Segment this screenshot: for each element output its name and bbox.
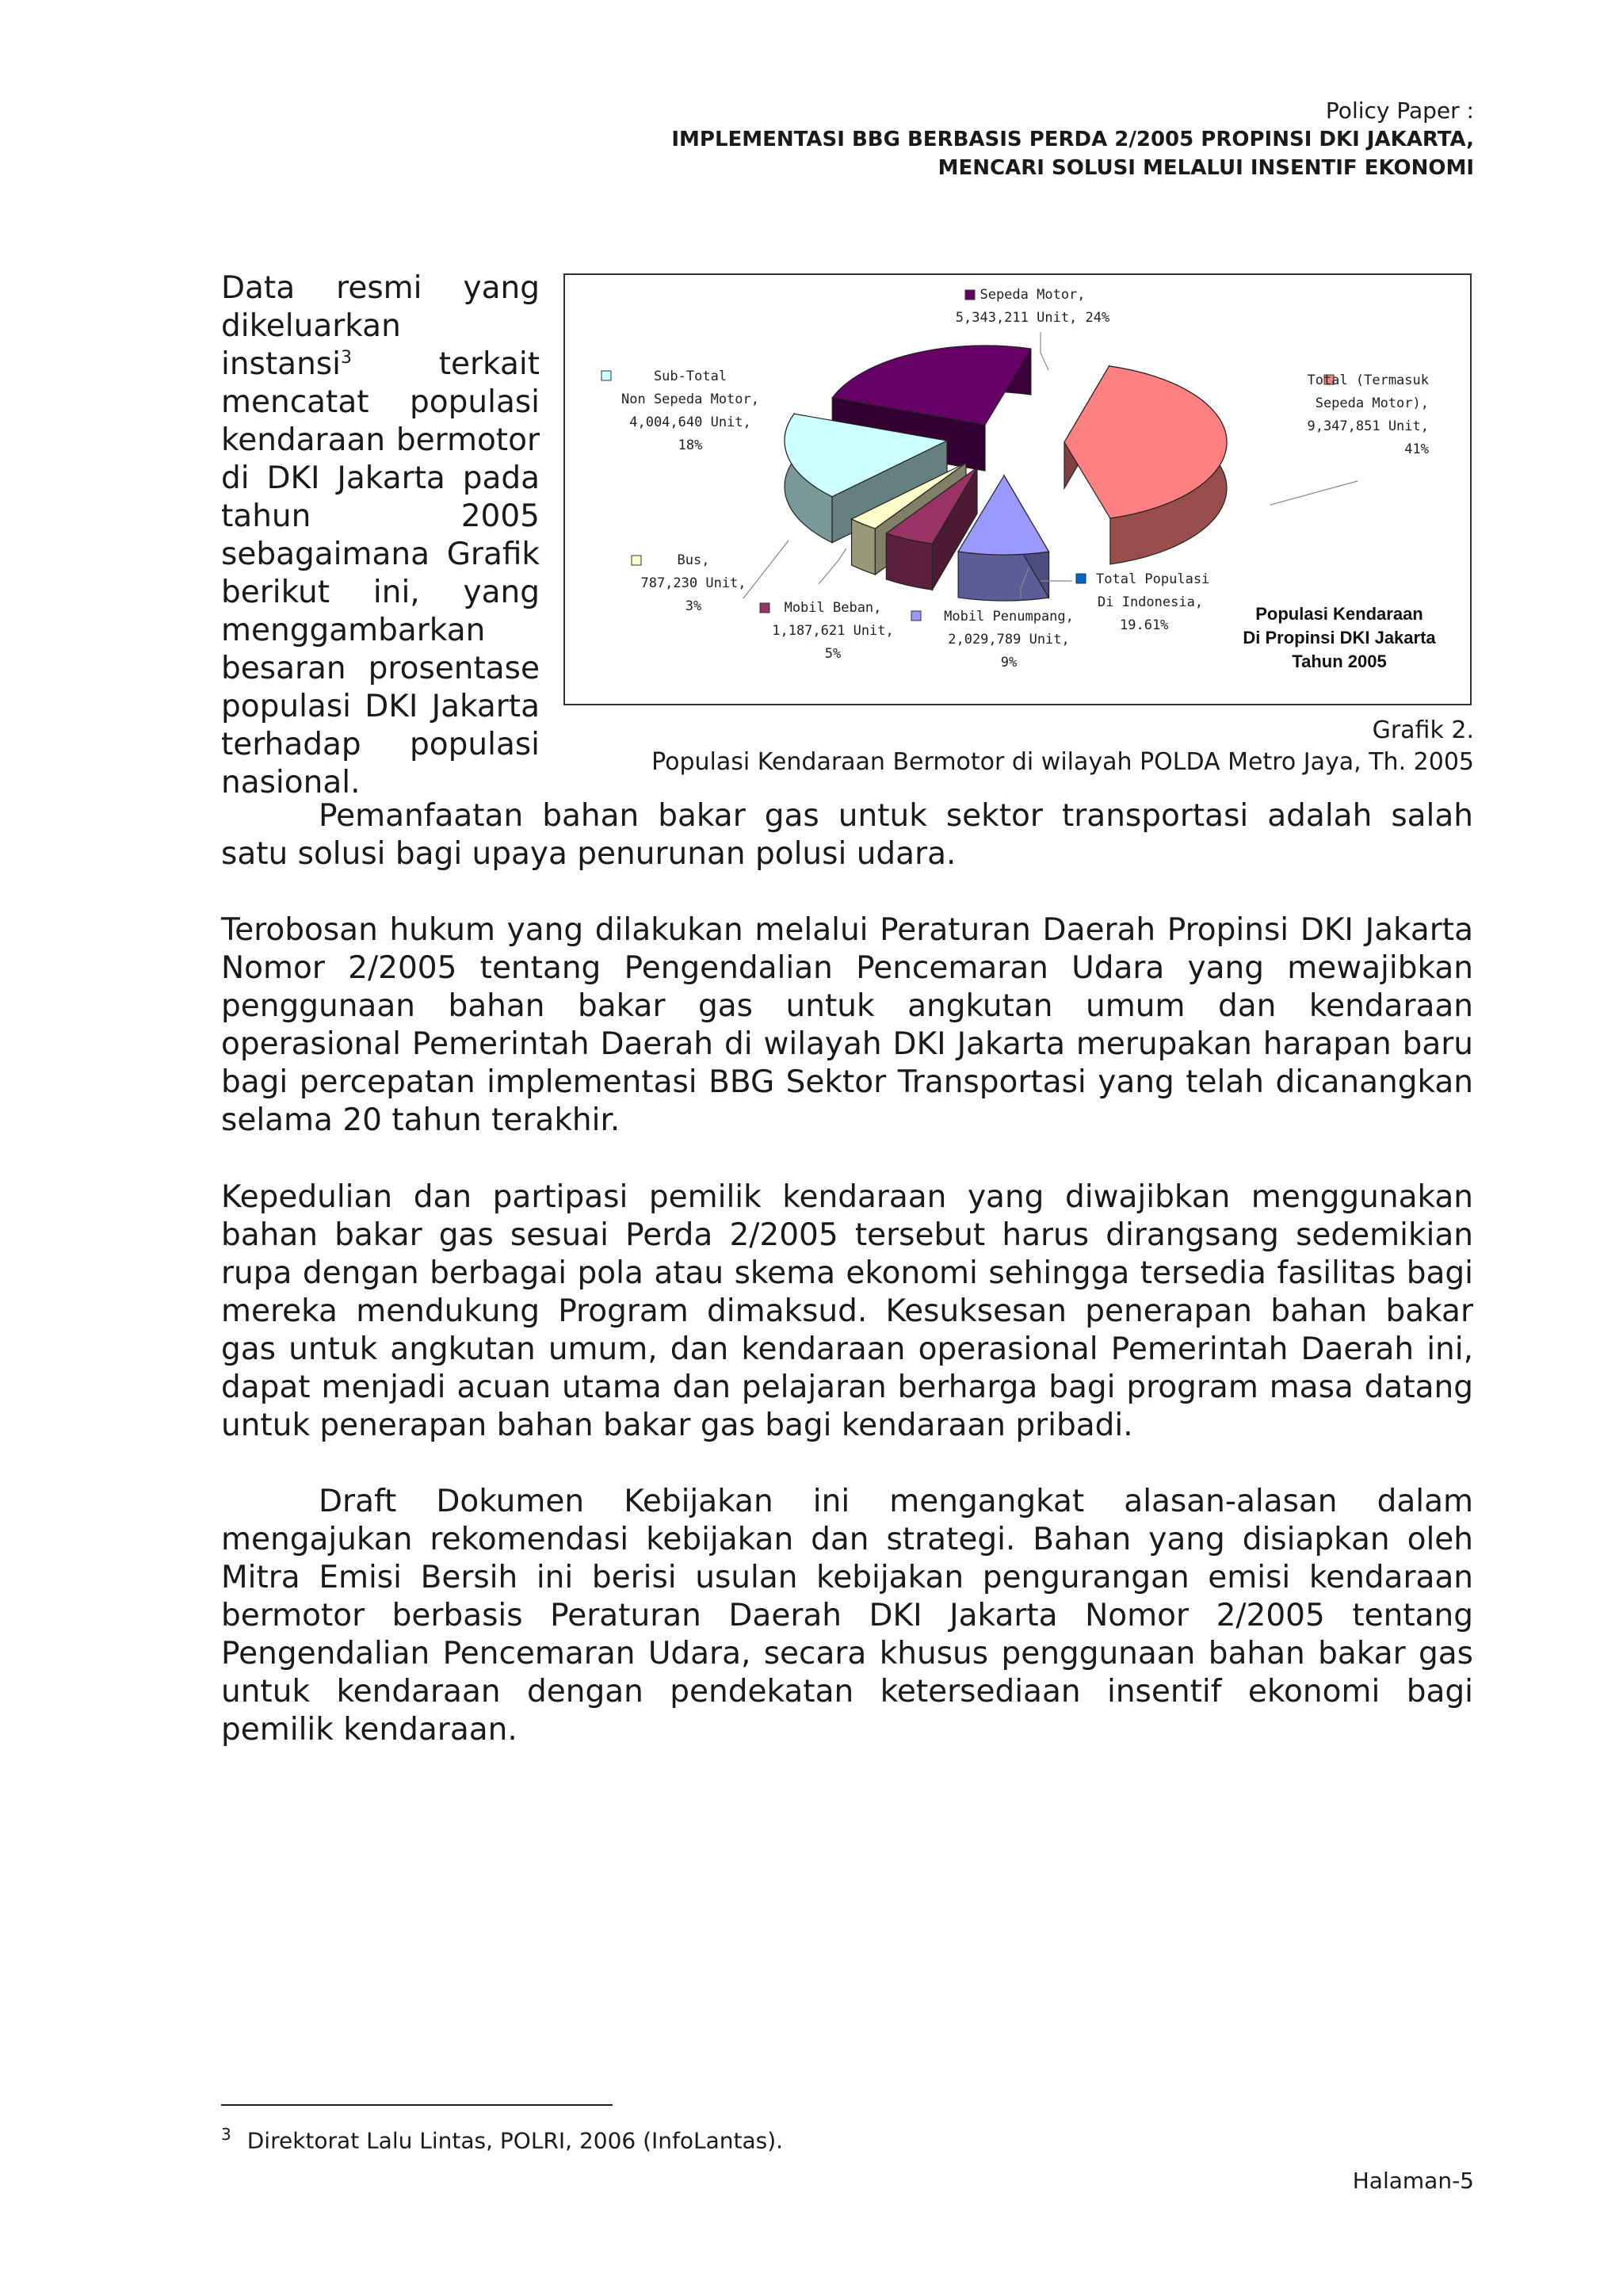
pie-slices (785, 346, 1227, 601)
legend-swatch (601, 371, 611, 380)
caption-line-1: Grafik 2. (1372, 716, 1474, 744)
pie-chart (563, 273, 1472, 705)
footnote-number: 3 (221, 2125, 231, 2144)
paragraph-2: Terobosan hukum yang dilakukan melalui Peraturan Daerah Propinsi DKI Jakarta Nomor 2/2005 tentang Pengendalian Pencemaran Udara yang mewajibkan penggunaan bahan bakar gas untuk angkutan umum dan kendaraan operasional Pemerintah Daerah di wilayah DKI Jakarta merupakan harapan baru bagi percepatan implementasi BBG Sektor Transportasi yang telah dicanangkan selama 20 tahun terakhir. (221, 912, 1473, 1138)
header-line-1: Policy Paper : (1325, 97, 1474, 124)
header-line-3: MENCARI SOLUSI MELALUI INSENTIF EKONOMI (938, 156, 1474, 180)
page-number: Halaman-5 (1352, 2168, 1474, 2194)
intro-paragraph (221, 269, 540, 802)
legend-swatch (911, 611, 921, 621)
extra-legend-label: Total Populasi Di Indonesia, 19.61% (1096, 571, 1210, 633)
legend-swatch (632, 556, 641, 565)
slice-label: Bus, 787,230 Unit, 3% (640, 552, 747, 614)
paragraph-4: Draft Dokumen Kebijakan ini mengangkat alasan-alasan dalam mengajukan rekomendasi kebijakan dan strategi. Bahan yang disiapkan oleh Mitra Emisi Bersih ini berisi usulan kebijakan pengurangan emisi kendaraan bermotor berbasis Peraturan Daerah DKI Jakarta Nomor 2/2005 tentang Pengendalian Pencemaran Udara, secara khusus penggunaan bahan bakar gas untuk kendaraan dengan pendekatan ketersediaan insentif ekonomi bagi pemilik kendaraan. (221, 1484, 1473, 1748)
intro-text-2: terkait mencatat populasi kendaraan bermotor di DKI Jakarta pada tahun 2005 sebagaimana Grafik berikut ini, yang menggambarkan besaran prosentase populasi DKI Jakarta terhadap populasi nasional. (221, 346, 540, 800)
pie-chart-canvas (565, 275, 1470, 704)
footnote-divider (221, 2104, 613, 2106)
legend-swatch (965, 290, 975, 300)
intro-text-1: Data resmi yang dikeluarkan instansi (221, 270, 540, 382)
header-line-2: IMPLEMENTASI BBG BERBASIS PERDA 2/2005 PROPINSI DKI JAKARTA, (671, 128, 1474, 151)
paragraph-3: Kepedulian dan partipasi pemilik kendaraan yang diwajibkan menggunakan bahan bakar gas sesuai Perda 2/2005 tersebut harus dirangsang sedemikian rupa dengan berbagai pola atau skema ekonomi sehingga tersedia fasilitas bagi mereka mendukung Program dimaksud. Kesuksesan penerapan bahan bakar gas untuk angkutan umum, dan kendaraan operasional Pemerintah Daerah ini, dapat menjadi acuan utama dan pelajaran berharga bagi program masa datang untuk penerapan bahan bakar gas bagi kendaraan pribadi. (221, 1179, 1473, 1443)
legend-swatch (760, 603, 769, 613)
caption-line-2: Populasi Kendaraan Bermotor di wilayah POLDA Metro Jaya, Th. 2005 (651, 748, 1474, 776)
leader-line (1041, 332, 1048, 370)
page-header (671, 97, 1474, 182)
chart-title (1243, 604, 1436, 671)
slice-label: Mobil Beban, 1,187,621 Unit, 5% (772, 600, 894, 662)
slice-label: Mobil Penumpang, 2,029,789 Unit, 9% (944, 609, 1074, 670)
slice-label: Sub-Total Non Sepeda Motor, 4,004,640 Unit, 18% (621, 369, 759, 453)
leader-line (1270, 481, 1358, 505)
legend-swatch (1076, 574, 1086, 583)
footnote (221, 2120, 783, 2155)
chart-title-text: Populasi Kendaraan Di Propinsi DKI Jakarta Tahun 2005 (1243, 604, 1436, 671)
paragraph-1: Pemanfaatan bahan bakar gas untuk sektor transportasi adalah salah satu solusi bagi upaya penurunan polusi udara. (221, 798, 1473, 872)
leader-line (819, 548, 846, 584)
figure-caption (651, 715, 1474, 778)
footnote-text: Direktorat Lalu Lintas, POLRI, 2006 (InfoLantas). (246, 2127, 784, 2154)
leader-line (743, 541, 789, 598)
slice-label: Sepeda Motor, 5,343,211 Unit, 24% (955, 287, 1110, 326)
footnote-ref: 3 (340, 348, 352, 368)
slice-label: Total (Termasuk Sepeda Motor), 9,347,851 Unit, 41% (1307, 372, 1429, 457)
